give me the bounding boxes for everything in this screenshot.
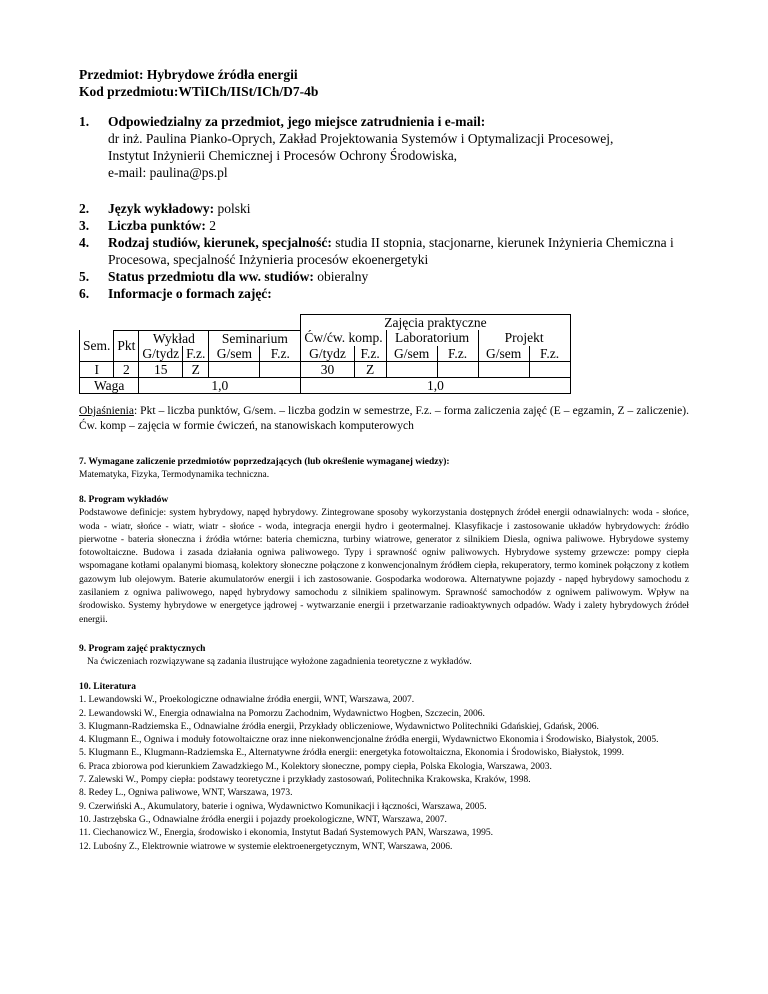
lecture-form: Z — [183, 361, 209, 377]
section-title: Odpowiedzialny za przedmiot, jego miejsce zatrudnienia i e-mail: — [108, 114, 486, 129]
form-of-credit: F.z. — [260, 346, 301, 362]
section-lecture-program — [79, 494, 689, 627]
list-item: 6. Informacje o formach zajęć: — [79, 286, 272, 301]
hours-per-semester: G/sem — [386, 346, 437, 362]
responsible-institute: Instytut Inżynierii Chemicznej i Procesów Ochrony Środowiska, — [108, 148, 458, 163]
lab-header: Laboratorium — [386, 330, 478, 346]
section-prerequisites — [79, 456, 689, 483]
explanation-lead: Objaśnienia — [79, 405, 134, 417]
subject-title: Przedmiot: Hybrydowe źródła energii — [79, 67, 298, 82]
list-item: 9. Czerwiński A., Akumulatory, baterie i ogniwa, Wydawnictwo Komunikacji i łączności, Warszawa, 2005. — [79, 801, 487, 812]
table-row — [80, 377, 571, 393]
hours-per-week: G/tydz — [301, 346, 354, 362]
weight-lecture: 1,0 — [139, 377, 301, 393]
section-text: Matematyka, Fizyka, Termodynamika techniczna. — [79, 470, 270, 481]
sem-header: Sem. — [80, 330, 114, 361]
list-item: 12. Lubośny Z., Elektrownie wiatrowe w systemie elektroenergetycznym, WNT, Warszawa, 2006. — [79, 841, 453, 852]
weight-practical: 1,0 — [301, 377, 570, 393]
form-of-credit: F.z. — [529, 346, 570, 362]
course-forms-table — [79, 314, 571, 394]
exercise-header: Ćw/ćw. komp. — [301, 330, 386, 346]
practical-header: Zajęcia praktyczne — [301, 315, 570, 331]
points-value: 2 — [114, 361, 139, 377]
list-item: 5. Klugmann E., Klugmann-Radziemska E., Alternatywne źródła energii: energetyka fotowoltaiczna, Ekonomia i Środowisko, Białystok, 1999. — [79, 748, 624, 759]
section-title: 10. Literatura — [79, 682, 136, 692]
form-of-credit: F.z. — [354, 346, 386, 362]
section-title: 9. Program zajęć praktycznych — [79, 644, 206, 654]
weight-label: Waga — [80, 377, 139, 393]
list-item: 6. Praca zbiorowa pod kierunkiem Zawadzkiego M., Kolektory słoneczne, pompy ciepła, Polska Ekologia, Warszawa, 2003. — [79, 761, 552, 772]
lecture-hours: 15 — [139, 361, 183, 377]
exercise-hours: 30 — [301, 361, 354, 377]
section-literature — [79, 681, 689, 854]
semester-value: I — [80, 361, 114, 377]
list-item: 10. Jastrzębska G., Odnawialne źródła energii i pojazdy proekologiczne, WNT, Warszawa, 2007. — [79, 814, 447, 825]
form-of-credit: F.z. — [437, 346, 478, 362]
list-item: 2. Lewandowski W., Energia odnawialna na Pomorzu Zachodnim, Wydawnictwo Hogben, Szczecin, 2006. — [79, 708, 485, 719]
seminar-header: Seminarium — [209, 330, 301, 346]
list-item: 7. Zalewski W., Pompy ciepła: podstawy teoretyczne i przykłady zastosowań, Politechnika Krakowska, Kraków, 1998. — [79, 775, 531, 786]
section-title: 8. Program wykładów — [79, 495, 169, 505]
explanation-text: : Pkt – liczba punktów, G/sem. – liczba godzin w semestrze, F.z. – forma zaliczenia zajęć (E – egzamin, Z – zaliczenie). Ćw. komp – zajęcia w formie ćwiczeń, na stanowiskach komputerowych — [79, 405, 689, 432]
section-number: 1. — [79, 114, 90, 129]
lecture-header: Wykład — [139, 330, 209, 346]
list-item: 11. Ciechanowicz W., Energia, środowisko i ekonomia, Instytut Badań Systemowych PAN, Warszawa, 1995. — [79, 828, 494, 839]
table-explanation — [79, 404, 689, 434]
list-item: 4. Klugmann E., Ogniwa i moduły fotowoltaiczne oraz inne niekonwencjonalne źródła energii, Wydawnictwo Ekonomia i Środowisko, Białystok, 2005. — [79, 735, 659, 746]
document-header — [79, 66, 318, 100]
hours-per-week: G/tydz — [139, 346, 183, 362]
info-list — [79, 200, 729, 302]
responsible-person: dr inż. Paulina Pianko-Oprych, Zakład Projektowania Systemów i Optymalizacji Procesowej, — [108, 131, 614, 146]
list-item: 4. Rodzaj studiów, kierunek, specjalność: studia II stopnia, stacjonarne, kierunek Inżynieria Chemiczna i Procesowa, specjalność Inżynieria procesów ekoenergetyki — [79, 235, 674, 267]
list-item: 8. Redey L., Ogniwa paliwowe, WNT, Warszawa, 1973. — [79, 788, 293, 799]
form-of-credit: F.z. — [183, 346, 209, 362]
list-item: 5. Status przedmiotu dla ww. studiów: obieralny — [79, 269, 369, 284]
section-text: Na ćwiczeniach rozwiązywane są zadania ilustrujące wyłożone zagadnienia teoretyczne z wykładów. — [87, 657, 472, 668]
section-responsible — [79, 113, 729, 181]
subject-code: Kod przedmiotu:WTiICh/IISt/ICh/D7-4b — [79, 84, 319, 99]
responsible-email: e-mail: paulina@ps.pl — [108, 165, 228, 180]
hours-per-semester: G/sem — [478, 346, 529, 362]
list-item: 2. Język wykładowy: polski — [79, 201, 251, 216]
pkt-header: Pkt — [114, 330, 139, 361]
exercise-form: Z — [354, 361, 386, 377]
project-header: Projekt — [478, 330, 570, 346]
section-title: 7. Wymagane zaliczenie przedmiotów poprzedzających (lub określenie wymaganej wiedzy): — [79, 457, 450, 467]
list-item: 3. Klugmann-Radziemska E., Odnawialne źródła energii, Przykłady obliczeniowe, Wydawnictwo Politechniki Gdańskiej, Gdańsk, 2006. — [79, 721, 599, 732]
section-text: Podstawowe definicje: system hybrydowy, napęd hybrydowy. Zintegrowane sposoby wykorzystania dostępnych źródeł energii odnawialnych: woda - słońce, woda - wiatr, słońce - wiatr, wiatr - słońce - woda, integracja energii hydro i geotermalnej. Klasyfikacje i zastosowanie układów hybrydowych: źródło pierwotne - bateria słoneczna i źródła wtórne: bateria chemiczna, turbiny wiatrowe, generator z silnikiem Diesla, ogniwa paliwowe. Hybrydowe systemy fotowoltaiczne. Budowa i zasada działania ogniwa paliwowego. Typy i sprawność ogniw paliwowych. Hybrydowe systemy grzewcze: pompy ciepła wspomagane kotłami opalanymi biomasą, kolektory słoneczne połączone z konwencjonalnym źródłem ciepła, rekuperatory, termo kominek połączony z kotłem gazowym lub olejowym. Baterie akumulatorów energii i ich zastosowanie. Gospodarka wodorowa. Alternatywne pojazdy - napęd hybrydowy samochodu z zasilaniem z ogniwa paliwowego, napęd hybrydowy samochodu z silnikiem spalinowym. Sprawność samochodów z ogniwem paliwowym. Wpływ na środowisko. Systemy hybrydowe w energetyce jądrowej - wytwarzanie energii i przetwarzanie radioaktywnych odpadów. Wady i zalety hybrydowych źródeł energii. — [79, 508, 689, 625]
hours-per-semester: G/sem — [209, 346, 260, 362]
list-item: 1. Lewandowski W., Proekologiczne odnawialne źródła energii, WNT, Warszawa, 2007. — [79, 695, 415, 706]
list-item: 3. Liczba punktów: 2 — [79, 218, 217, 233]
table-row — [80, 361, 571, 377]
section-practical-program — [79, 643, 689, 670]
